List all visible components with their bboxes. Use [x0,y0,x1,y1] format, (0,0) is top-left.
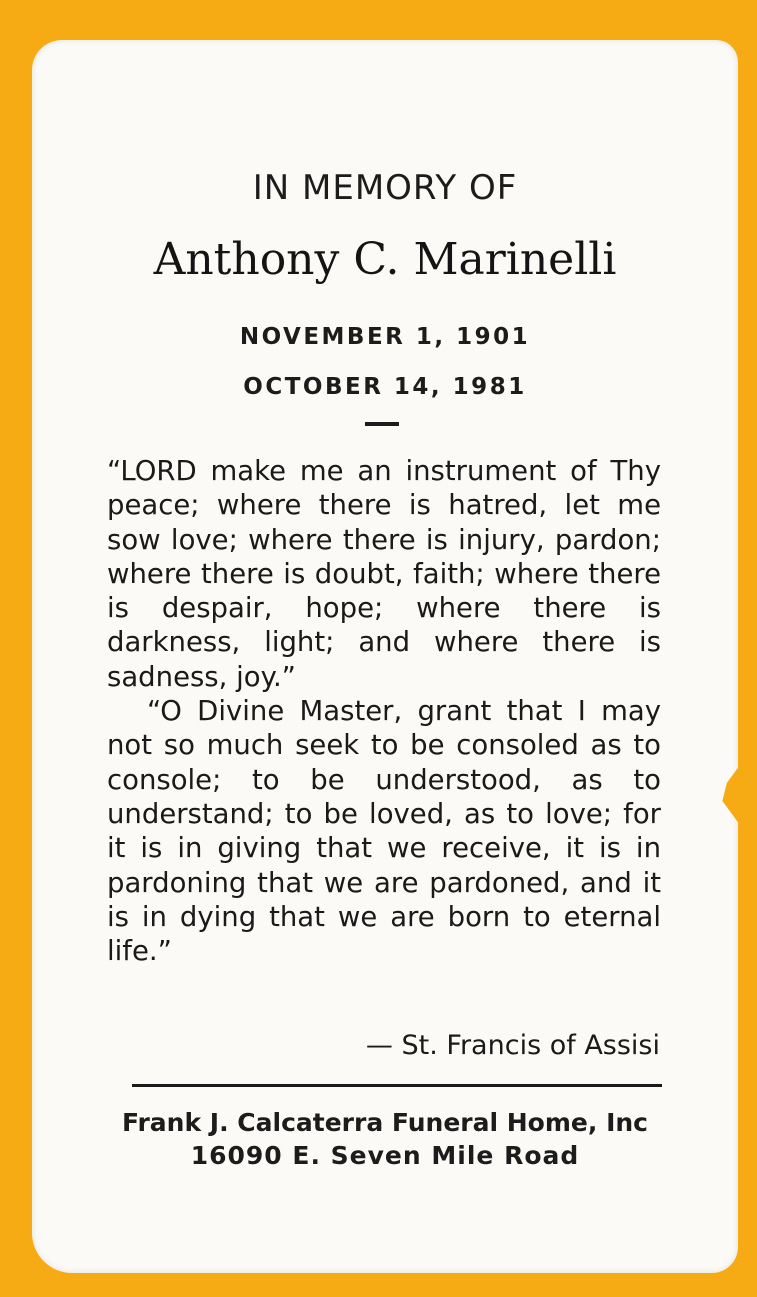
memorial-card [32,40,738,1273]
card-edge-notch [718,765,740,825]
title-divider [365,422,399,426]
prayer-paragraph-1: “LORD make me an instrument of Thy peace; where there is hatred, let me sow love; where there is injury, pardon; where there is doubt, faith; where there is despair, hope; where there is darkness, light; and where there is sadness, joy.” [107,455,661,693]
prayer-paragraph-2: “O Divine Master, grant that I may not so much seek to be consoled as to console; to be understood, as to understand; to be loved, as to love; for it is in giving that we receive, it is in pardoning that we are pardoned, and it is in dying that we are born to eternal life.” [107,695,661,968]
death-date: OCTOBER 14, 1981 [243,374,527,400]
prayer-text [107,454,661,968]
birth-date: NOVEMBER 1, 1901 [239,324,531,350]
prayer-attribution: — St. Francis of Assisi [365,1030,660,1061]
deceased-name: Anthony C. Marinelli [153,234,617,285]
funeral-home-name: Frank J. Calcaterra Funeral Home, Inc [121,1108,648,1137]
footer-divider [132,1084,662,1087]
card-heading: IN MEMORY OF [252,168,518,208]
funeral-home-address: 16090 E. Seven Mile Road [190,1141,580,1170]
